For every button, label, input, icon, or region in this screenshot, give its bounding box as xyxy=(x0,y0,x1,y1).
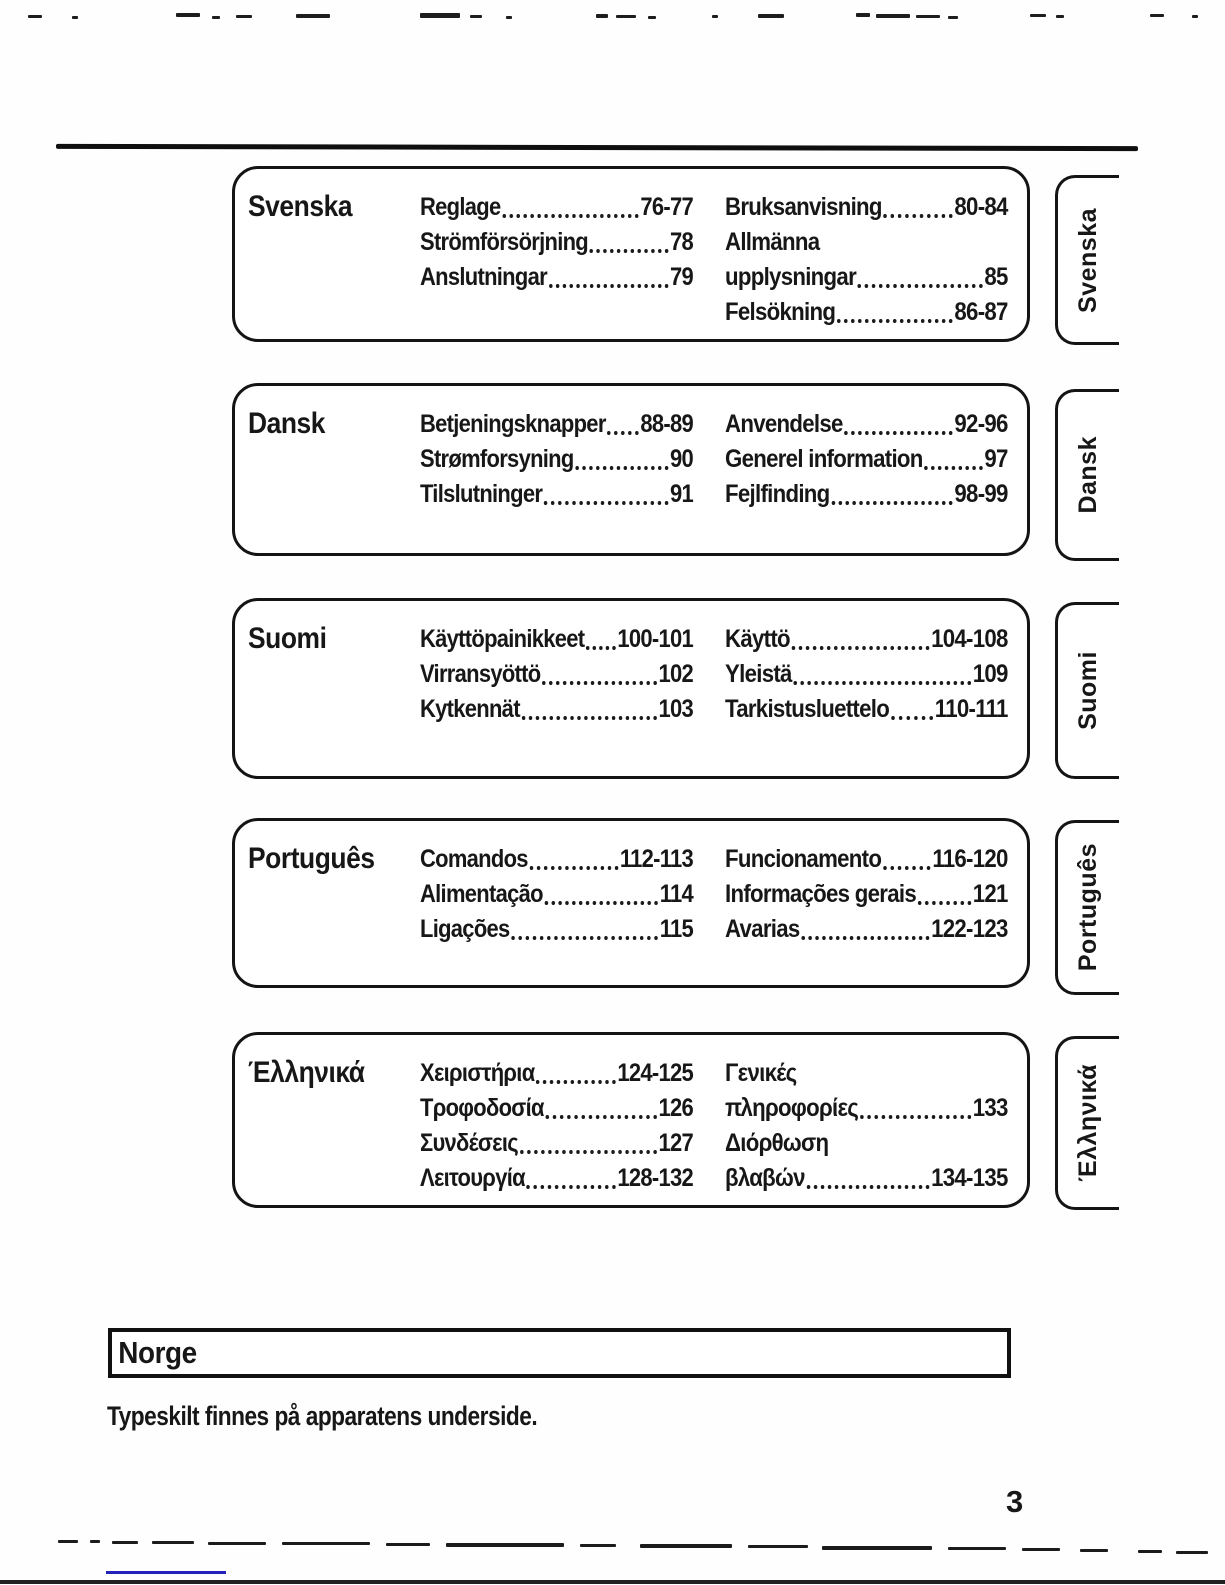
toc-entry xyxy=(725,224,1008,259)
toc-entry-label: Allmänna xyxy=(725,228,820,256)
toc-entry-label: Virransyöttö xyxy=(420,660,541,688)
toc-dot-leader xyxy=(586,646,615,650)
toc-dot-leader xyxy=(590,249,668,253)
scan-artifact-dash xyxy=(616,15,636,18)
blue-pen-mark xyxy=(106,1571,226,1574)
side-tab-suomi xyxy=(1055,602,1119,779)
toc-entry-label: Anvendelse xyxy=(725,410,843,438)
toc-entry-pages: 76-77 xyxy=(640,193,694,221)
lang-title: Suomi xyxy=(248,622,327,655)
toc-dot-leader xyxy=(536,1080,615,1084)
side-tab-label: Dansk xyxy=(1074,436,1102,514)
toc-dot-leader xyxy=(883,866,931,870)
toc-entry xyxy=(420,876,693,911)
toc-entry-pages: 98-99 xyxy=(954,480,1008,508)
toc-entry-label: πληροφορίες xyxy=(725,1094,859,1122)
toc-dot-leader xyxy=(544,501,668,505)
scan-artifact-dash xyxy=(1022,1548,1060,1551)
scan-artifact-dash xyxy=(758,14,784,18)
toc-dot-leader xyxy=(884,214,953,218)
toc-entry xyxy=(725,1055,1008,1090)
scan-artifact-dash xyxy=(386,1543,430,1546)
scan-artifact-dash xyxy=(506,16,512,19)
toc-entry-pages: 121 xyxy=(972,880,1008,908)
toc-dot-leader xyxy=(520,1150,657,1154)
lang-title: Έλληνικά xyxy=(248,1056,365,1089)
toc-entry-pages: 115 xyxy=(659,915,694,943)
scan-artifact-dash xyxy=(596,14,608,18)
page-bottom-edge xyxy=(0,1580,1225,1584)
toc-entry xyxy=(725,841,1008,876)
toc-entry-pages: 78 xyxy=(670,228,694,256)
toc-entry-label: Bruksanvisning xyxy=(725,193,882,221)
toc-entry-pages: 126 xyxy=(658,1094,694,1122)
toc-entry-label: Informações gerais xyxy=(725,880,917,908)
lang-title: Dansk xyxy=(248,407,326,440)
toc-entry-pages: 92-96 xyxy=(954,410,1008,438)
scan-artifact-dash xyxy=(916,15,940,18)
toc-entry xyxy=(420,911,693,946)
scan-artifact-dash xyxy=(58,1540,78,1543)
toc-entry-label: Γενικές xyxy=(725,1059,797,1087)
scan-artifact-dash xyxy=(822,1546,932,1550)
toc-entry-pages: 110-111 xyxy=(934,695,1008,723)
toc-dot-leader xyxy=(807,1185,930,1189)
toc-entry xyxy=(420,1125,693,1160)
lang-box-ellinika xyxy=(232,1032,1030,1208)
scan-artifact-dash xyxy=(470,15,482,18)
toc-entry-label: Käyttö xyxy=(725,625,790,653)
scan-artifact-dash xyxy=(748,1545,808,1548)
toc-entry-pages: 91 xyxy=(670,480,694,508)
toc-entry xyxy=(420,259,693,294)
toc-entry-pages: 127 xyxy=(658,1129,694,1157)
toc-entry-label: Ligações xyxy=(420,915,510,943)
toc-dot-leader xyxy=(502,214,638,218)
scan-artifact-dash xyxy=(236,15,252,18)
toc-dot-leader xyxy=(511,936,658,940)
toc-entry xyxy=(420,1090,693,1125)
toc-entry xyxy=(725,441,1008,476)
toc-entry-label: Λειτουργία xyxy=(420,1164,525,1192)
toc-dot-leader xyxy=(918,901,971,905)
toc-entry-pages: 102 xyxy=(658,660,694,688)
toc-entry-pages: 114 xyxy=(659,880,694,908)
scan-artifact-dash xyxy=(876,14,910,18)
toc-entry-pages: 109 xyxy=(972,660,1008,688)
toc-entry xyxy=(420,476,693,511)
toc-entry-pages: 86-87 xyxy=(954,298,1008,326)
toc-entry xyxy=(725,189,1008,224)
toc-entry-pages: 104-108 xyxy=(931,625,1008,653)
scan-artifact-dash xyxy=(72,16,78,19)
toc-dot-leader xyxy=(546,1115,657,1119)
toc-dot-leader xyxy=(924,466,982,470)
scan-artifact-dash xyxy=(90,1540,100,1543)
toc-entry-label: Strömförsörjning xyxy=(420,228,589,256)
scan-artifact-dash xyxy=(948,16,958,19)
toc-entry-label: Kytkennät xyxy=(420,695,520,723)
toc-entry xyxy=(420,621,693,656)
toc-entry-label: Συνδέσεις xyxy=(420,1129,519,1157)
toc-entry-pages: 124-125 xyxy=(617,1059,694,1087)
toc-entry-label: Generel information xyxy=(725,445,923,473)
scan-artifact-dash xyxy=(296,14,330,18)
toc-entry xyxy=(725,691,1008,726)
toc-entry-pages: 134-135 xyxy=(931,1164,1008,1192)
toc-dot-leader xyxy=(837,319,953,323)
side-tab-dansk xyxy=(1055,389,1119,561)
scan-artifact-dash xyxy=(1138,1550,1162,1553)
toc-dot-leader xyxy=(801,936,929,940)
scan-artifact-dash xyxy=(712,15,718,18)
toc-entry-label: Felsökning xyxy=(725,298,836,326)
lang-box-suomi xyxy=(232,598,1030,779)
toc-entry xyxy=(725,406,1008,441)
side-tab-svenska xyxy=(1055,175,1119,345)
scan-artifact-dash xyxy=(648,16,656,19)
scan-artifact-dash xyxy=(580,1544,616,1547)
toc-entry xyxy=(420,189,693,224)
toc-entry xyxy=(420,1055,693,1090)
toc-entry-pages: 133 xyxy=(972,1094,1008,1122)
scan-artifact-dash xyxy=(176,13,200,17)
scan-artifact-dash xyxy=(1056,15,1064,18)
scan-artifact-dash xyxy=(948,1547,1006,1550)
toc-entry-label: Χειριστήρια xyxy=(420,1059,535,1087)
toc-entry-pages: 112-113 xyxy=(619,845,694,873)
toc-entry-pages: 85 xyxy=(984,263,1008,291)
toc-entry-pages: 128-132 xyxy=(617,1164,694,1192)
toc-entry-label: Alimentação xyxy=(420,880,543,908)
toc-dot-leader xyxy=(607,431,638,435)
toc-entry xyxy=(725,259,1008,294)
lang-box-dansk xyxy=(232,383,1030,556)
toc-dot-leader xyxy=(542,681,657,685)
toc-entry-label: Comandos xyxy=(420,845,528,873)
toc-entry xyxy=(420,1160,693,1195)
toc-dot-leader xyxy=(545,901,658,905)
toc-entry-label: Betjeningsknapper xyxy=(420,410,606,438)
toc-entry-pages: 116-120 xyxy=(932,845,1008,873)
scan-artifact-dash xyxy=(282,1542,370,1545)
scan-artifact-dash xyxy=(446,1543,564,1547)
toc-entry-label: Τροφοδοσία xyxy=(420,1094,544,1122)
toc-entry xyxy=(420,406,693,441)
toc-dot-leader xyxy=(527,1185,616,1189)
toc-entry-label: Tilslutninger xyxy=(420,480,543,508)
norge-label: Norge xyxy=(118,1335,197,1370)
side-tab-label: Português xyxy=(1074,843,1102,972)
toc-entry-label: Διόρθωση xyxy=(725,1129,829,1157)
toc-entry xyxy=(420,224,693,259)
toc-entry-pages: 79 xyxy=(670,263,694,291)
toc-entry-pages: 90 xyxy=(670,445,694,473)
toc-entry xyxy=(725,656,1008,691)
toc-entry-label: Reglage xyxy=(420,193,501,221)
lang-title: Svenska xyxy=(248,190,353,223)
scan-artifact-dash xyxy=(112,1541,138,1544)
scan-artifact-dash xyxy=(1030,14,1046,17)
toc-entry xyxy=(420,691,693,726)
toc-entry xyxy=(725,476,1008,511)
toc-entry-pages: 103 xyxy=(658,695,694,723)
scan-artifact-dash xyxy=(208,1542,266,1545)
scan-artifact-dash xyxy=(152,1541,194,1544)
toc-dot-leader xyxy=(831,501,952,505)
lang-box-portugues xyxy=(232,818,1030,988)
toc-entry-label: Avarias xyxy=(725,915,800,943)
toc-entry-label: Fejlfinding xyxy=(725,480,830,508)
lang-box-svenska xyxy=(232,166,1030,342)
norge-box xyxy=(108,1328,1011,1378)
scan-artifact-dash xyxy=(1080,1549,1108,1552)
toc-dot-leader xyxy=(792,646,930,650)
toc-entry xyxy=(420,656,693,691)
toc-entry xyxy=(725,294,1008,329)
side-tab-label: Έλληνικά xyxy=(1074,1064,1102,1182)
toc-dot-leader xyxy=(530,866,619,870)
toc-entry-label: upplysningar xyxy=(725,263,857,291)
toc-dot-leader xyxy=(844,431,952,435)
scan-artifact-dash xyxy=(420,13,460,18)
toc-entry-label: Käyttöpainikkeet xyxy=(420,625,585,653)
toc-entry-pages: 100-101 xyxy=(617,625,694,653)
lang-title: Português xyxy=(248,842,375,875)
toc-entry-pages: 80-84 xyxy=(954,193,1008,221)
toc-entry-label: Tarkistusluettelo xyxy=(725,695,890,723)
side-tab-ellinika xyxy=(1055,1036,1119,1210)
scan-artifact-dash xyxy=(212,16,220,19)
side-tab-label: Svenska xyxy=(1074,207,1102,313)
toc-entry xyxy=(725,1160,1008,1195)
scan-artifact-dash xyxy=(856,13,870,17)
scan-artifact-dash xyxy=(1192,15,1198,18)
footnote: Typeskilt finnes på apparatens underside. xyxy=(107,1401,538,1431)
toc-entry xyxy=(725,911,1008,946)
toc-entry xyxy=(420,841,693,876)
toc-entry-label: Strømforsyning xyxy=(420,445,574,473)
scan-artifact-dash xyxy=(640,1544,732,1548)
scan-artifact-dash xyxy=(1176,1551,1208,1554)
side-tab-portugues xyxy=(1055,820,1119,995)
toc-dot-leader xyxy=(793,681,971,685)
toc-entry-label: βλαβών xyxy=(725,1164,805,1192)
top-rule xyxy=(56,144,1138,151)
toc-dot-leader xyxy=(575,466,668,470)
toc-entry-label: Funcionamento xyxy=(725,845,882,873)
toc-entry-label: Anslutningar xyxy=(420,263,547,291)
toc-entry-pages: 122-123 xyxy=(931,915,1008,943)
toc-entry-label: Yleistä xyxy=(725,660,792,688)
toc-entry xyxy=(420,441,693,476)
toc-entry-pages: 88-89 xyxy=(640,410,694,438)
toc-dot-leader xyxy=(522,716,657,720)
toc-entry xyxy=(725,876,1008,911)
toc-entry xyxy=(725,1125,1008,1160)
toc-dot-leader xyxy=(891,716,933,720)
scan-artifact-dash xyxy=(1150,14,1164,17)
toc-dot-leader xyxy=(858,284,983,288)
page-number: 3 xyxy=(1006,1484,1024,1519)
toc-entry-pages: 97 xyxy=(984,445,1008,473)
toc-entry xyxy=(725,621,1008,656)
toc-dot-leader xyxy=(860,1115,971,1119)
toc-entry xyxy=(725,1090,1008,1125)
toc-dot-leader xyxy=(549,284,669,288)
scan-artifact-dash xyxy=(28,15,42,18)
side-tab-label: Suomi xyxy=(1074,651,1102,730)
